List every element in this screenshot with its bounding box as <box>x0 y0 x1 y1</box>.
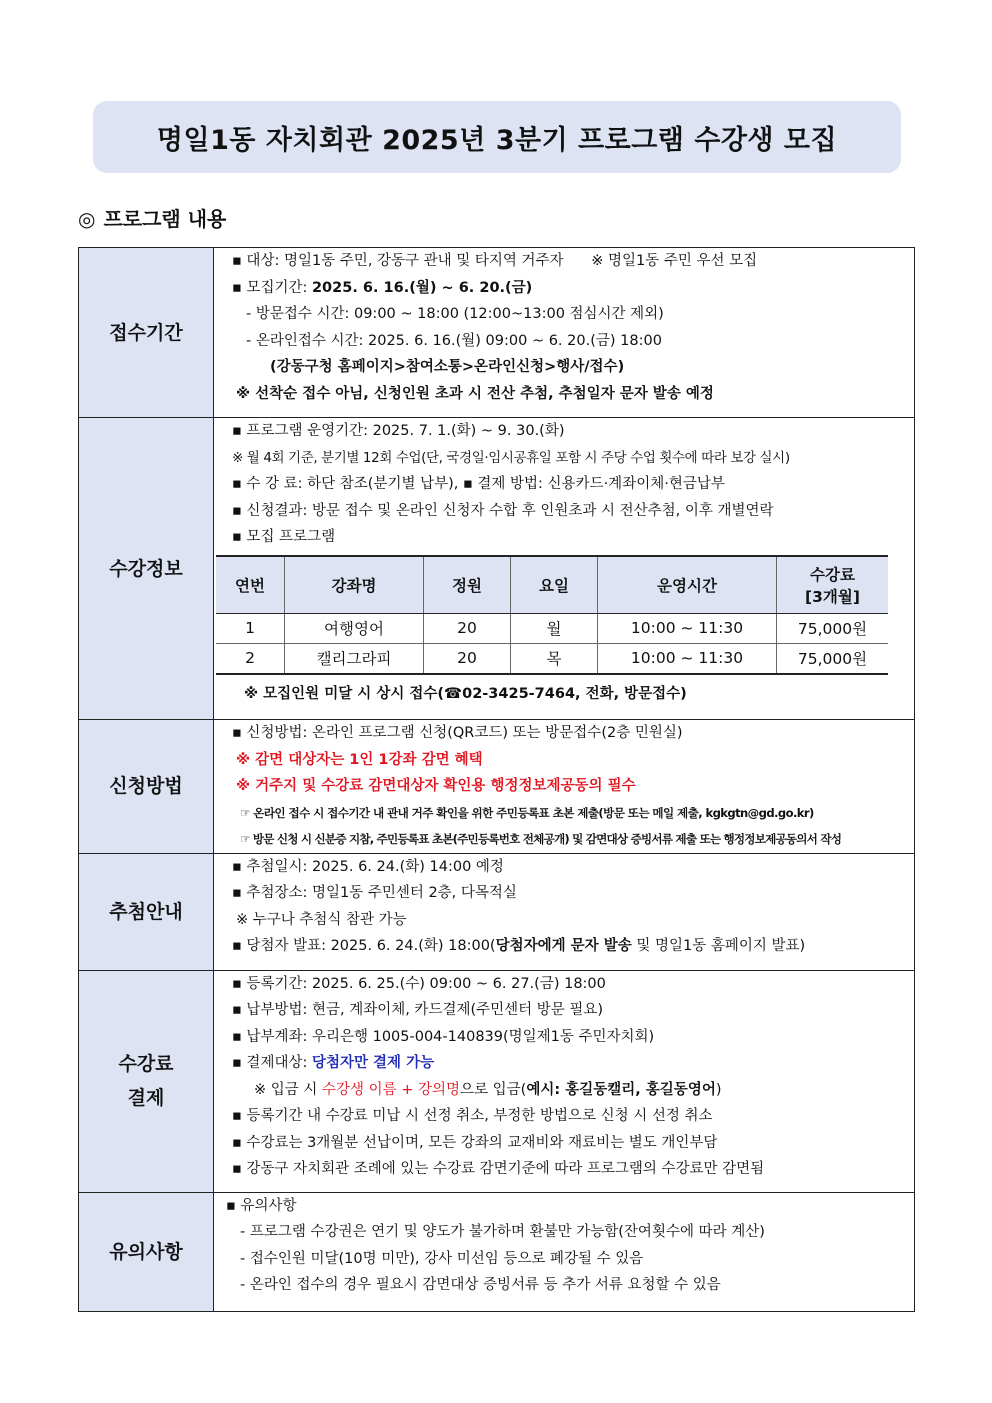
col-capacity: 정원 <box>424 556 511 614</box>
col-time: 운영시간 <box>598 556 777 614</box>
program-list-table <box>216 555 888 675</box>
apply-consent-note: ※ 거주지 및 수강료 감면대상자 확인용 행정정보제공동의 필수 <box>236 778 636 794</box>
course-program-heading: ▪ 모집 프로그램 <box>232 529 336 545</box>
content-caution <box>214 1192 915 1311</box>
payment-deposit-note: ※ 입금 시 수강생 이름 + 강의명으로 입금(예시: 홍길동캘리, 홍길동영어) <box>254 1081 722 1098</box>
lottery-announce: ▪ 당첨자 발표: 2025. 6. 24.(화) 18:00(당첨자에게 문자 발송 및 명일1동 홈페이지 발표) <box>232 938 806 954</box>
col-course-name: 강좌명 <box>285 556 424 614</box>
reception-notice: ※ 선착순 접수 아님, 신청인원 초과 시 전산 추첨, 추첨일자 문자 발송 예정 <box>236 385 714 402</box>
table-row: 2 캘리그라피 20 목 10:00 ~ 11:30 75,000원 <box>216 643 888 674</box>
caution-documents: - 온라인 접수의 경우 필요시 감면대상 증빙서류 등 추가 서류 요청할 수 있음 <box>240 1277 721 1293</box>
row-lottery <box>79 853 915 970</box>
reception-online-path: (강동구청 홈페이지>참여소통>온라인신청>행사/접수) <box>270 359 625 375</box>
payment-target: ▪ 결제대상: 당첨자만 결제 가능 <box>232 1055 435 1071</box>
apply-online-docs: ☞ 온라인 접수 시 접수기간 내 관내 거주 확인을 위한 주민등록표 초본 제출(방문 또는 메일 제출, kgkgtn@gd.go.kr) <box>240 805 814 820</box>
course-schedule-note: ※ 월 4회 기준, 분기별 12회 수업(단, 국경일·임시공휴일 포함 시 주당 수업 횟수에 따라 보강 실시) <box>232 449 790 466</box>
payment-period: ▪ 등록기간: 2025. 6. 25.(수) 09:00 ~ 6. 27.(금) 18:00 <box>232 975 606 992</box>
payment-account: ▪ 납부계좌: 우리은행 1005-004-140839(명일제1동 주민자치회) <box>232 1028 655 1045</box>
course-period: ▪ 프로그램 운영기간: 2025. 7. 1.(화) ~ 9. 30.(화) <box>232 423 565 439</box>
apply-method: ▪ 신청방법: 온라인 프로그램 신청(QR코드) 또는 방문접수(2층 민원실) <box>232 725 683 741</box>
lottery-observe-note: ※ 누구나 추첨식 참관 가능 <box>236 911 407 928</box>
table-row: 1 여행영어 20 월 10:00 ~ 11:30 75,000원 <box>216 613 888 643</box>
label-reception: 접수기간 <box>79 248 214 418</box>
circle-mark-icon: ◎ <box>78 207 96 231</box>
section-heading <box>78 203 226 232</box>
col-no: 연번 <box>216 556 285 614</box>
label-caution: 유의사항 <box>79 1192 214 1311</box>
row-reception <box>79 248 915 418</box>
label-payment: 수강료 결제 <box>79 970 214 1192</box>
content-apply <box>214 720 915 854</box>
row-apply <box>79 720 915 854</box>
payment-prepay-note: ▪ 수강료는 3개월분 선납이며, 모든 강좌의 교재비와 재료비는 별도 개인부담 <box>232 1134 718 1151</box>
lottery-place: ▪ 추첨장소: 명일1동 주민센터 2층, 다목적실 <box>232 885 517 901</box>
course-fee-method: ▪ 수 강 료: 하단 참조(분기별 납부), ▪ 결제 방법: 신용카드·계좌이체·현금납부 <box>232 476 725 492</box>
course-result: ▪ 신청결과: 방문 접수 및 온라인 신청자 수합 후 인원초과 시 전산추첨, 이후 개별연락 <box>232 502 774 519</box>
caution-refund: - 프로그램 수강권은 연기 및 양도가 불가하며 환불만 가능함(잔여횟수에 따라 계산) <box>240 1224 765 1240</box>
row-course <box>79 418 915 720</box>
page-title: 명일1동 자치회관 2025년 3분기 프로그램 수강생 모집 <box>93 101 901 173</box>
content-lottery <box>214 853 915 970</box>
reception-period: ▪ 모집기간: 2025. 6. 16.(월) ~ 6. 20.(금) <box>232 279 533 296</box>
content-course <box>214 418 915 720</box>
label-lottery: 추첨안내 <box>79 853 214 970</box>
apply-visit-docs: ☞ 방문 신청 시 신분증 지참, 주민등록표 초본(주민등록번호 전체공개) 및 감면대상 증빙서류 제출 또는 행정정보제공동의서 작성 <box>240 832 842 846</box>
lottery-date: ▪ 추첨일시: 2025. 6. 24.(화) 14:00 예정 <box>232 858 504 875</box>
reception-visit-time: - 방문접수 시간: 09:00 ~ 18:00 (12:00~13:00 점심시간 제외) <box>246 306 664 322</box>
col-day: 요일 <box>511 556 598 614</box>
apply-discount-note: ※ 감면 대상자는 1인 1강좌 감면 혜택 <box>236 751 483 768</box>
label-apply: 신청방법 <box>79 720 214 854</box>
course-always-open-note: ※ 모집인원 미달 시 상시 접수(☎02-3425-7464, 전화, 방문접수) <box>244 685 687 702</box>
content-reception <box>214 248 915 418</box>
section-heading-text: 프로그램 내용 <box>103 207 227 231</box>
reception-target: ▪ 대상: 명일1동 주민, 강동구 관내 및 타지역 거주자 ※ 명일1동 주민 우선 모집 <box>232 253 758 269</box>
caution-closure: - 접수인원 미달(10명 미만), 강사 미선임 등으로 폐강될 수 있음 <box>240 1250 644 1267</box>
row-caution <box>79 1192 915 1311</box>
payment-cancel-note: ▪ 등록기간 내 수강료 미납 시 선정 취소, 부정한 방법으로 신청 시 선정 취소 <box>232 1108 713 1124</box>
content-payment <box>214 970 915 1192</box>
row-payment <box>79 970 915 1192</box>
payment-method: ▪ 납부방법: 현금, 계좌이체, 카드결제(주민센터 방문 필요) <box>232 1002 604 1018</box>
label-course: 수강정보 <box>79 418 214 720</box>
caution-heading: ▪ 유의사항 <box>226 1197 297 1214</box>
program-info-table <box>78 247 915 1312</box>
reception-online-time: - 온라인접수 시간: 2025. 6. 16.(월) 09:00 ~ 6. 20.(금) 18:00 <box>246 332 662 349</box>
payment-discount-note: ▪ 강동구 자치회관 조례에 있는 수강료 감면기준에 따라 프로그램의 수강료만 감면됨 <box>232 1161 765 1177</box>
col-fee: 수강료 [3개월] <box>777 556 889 614</box>
